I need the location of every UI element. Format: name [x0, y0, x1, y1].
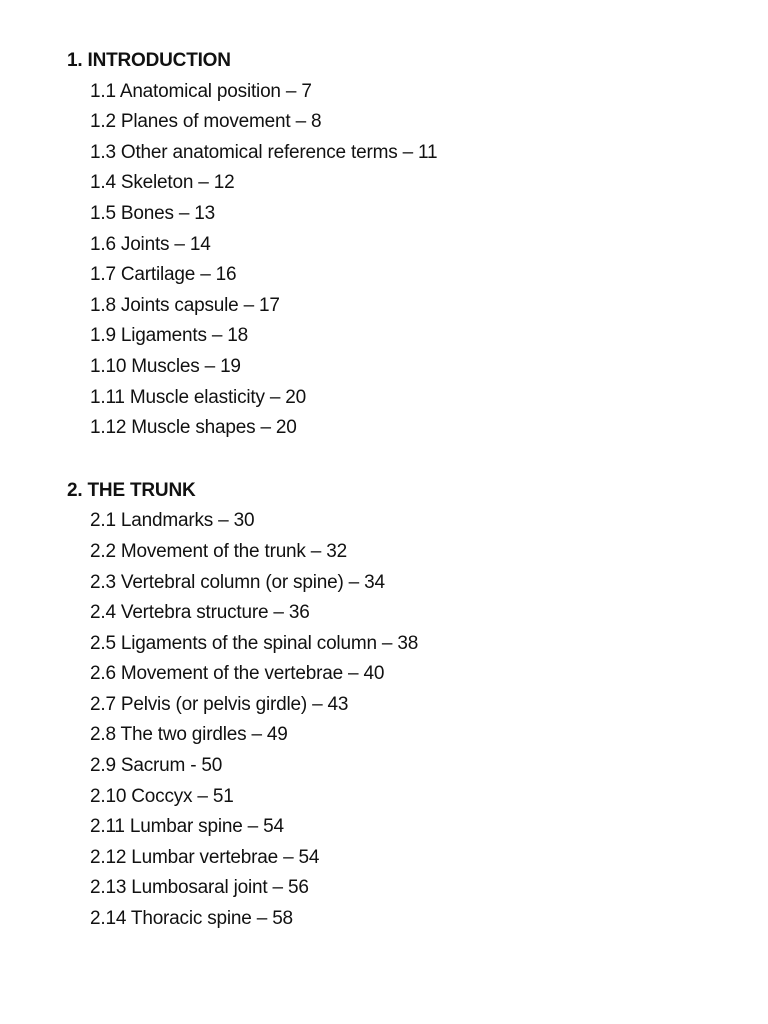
- toc-entry: 2.10 Coccyx – 51: [90, 785, 234, 807]
- toc-entry: 1.4 Skeleton – 12: [90, 172, 235, 194]
- toc-section-the-trunk: [67, 476, 727, 935]
- toc-entry: 2.7 Pelvis (or pelvis girdle) – 43: [90, 693, 349, 715]
- toc-entry: 2.12 Lumbar vertebrae – 54: [90, 846, 320, 868]
- toc-entry: 1.1 Anatomical position – 7: [90, 80, 312, 102]
- toc-entry: 2.2 Movement of the trunk – 32: [90, 540, 347, 562]
- toc-entry: 1.5 Bones – 13: [90, 202, 216, 224]
- table-of-contents: [67, 46, 727, 935]
- toc-entry: 2.13 Lumbosaral joint – 56: [90, 877, 309, 899]
- section-title: 1. INTRODUCTION: [67, 50, 231, 71]
- toc-entry: 1.10 Muscles – 19: [90, 355, 241, 377]
- toc-entry: 1.11 Muscle elasticity – 20: [90, 386, 307, 408]
- toc-entry: 2.8 The two girdles – 49: [90, 724, 288, 746]
- toc-entry: 1.6 Joints – 14: [90, 233, 211, 255]
- toc-section-introduction: [67, 46, 727, 444]
- toc-entry: 1.3 Other anatomical reference terms – 11: [90, 141, 438, 163]
- toc-entry: 2.14 Thoracic spine – 58: [90, 908, 293, 930]
- toc-entry: 1.2 Planes of movement – 8: [90, 111, 322, 133]
- toc-entry: 2.5 Ligaments of the spinal column – 38: [90, 632, 419, 654]
- toc-entry: 2.6 Movement of the vertebrae – 40: [90, 663, 385, 685]
- toc-entry: 2.4 Vertebra structure – 36: [90, 602, 310, 624]
- toc-entry: 1.9 Ligaments – 18: [90, 325, 249, 347]
- toc-entry: 1.8 Joints capsule – 17: [90, 294, 280, 316]
- toc-entry: 1.12 Muscle shapes – 20: [90, 417, 297, 439]
- toc-entry: 2.11 Lumbar spine – 54: [90, 816, 284, 838]
- toc-entry: 2.3 Vertebral column (or spine) – 34: [90, 571, 385, 593]
- section-title: 2. THE TRUNK: [67, 479, 196, 501]
- toc-entry: 2.9 Sacrum - 50: [90, 755, 223, 777]
- toc-entry: 1.7 Cartilage – 16: [90, 264, 237, 286]
- toc-entry: 2.1 Landmarks – 30: [90, 510, 255, 532]
